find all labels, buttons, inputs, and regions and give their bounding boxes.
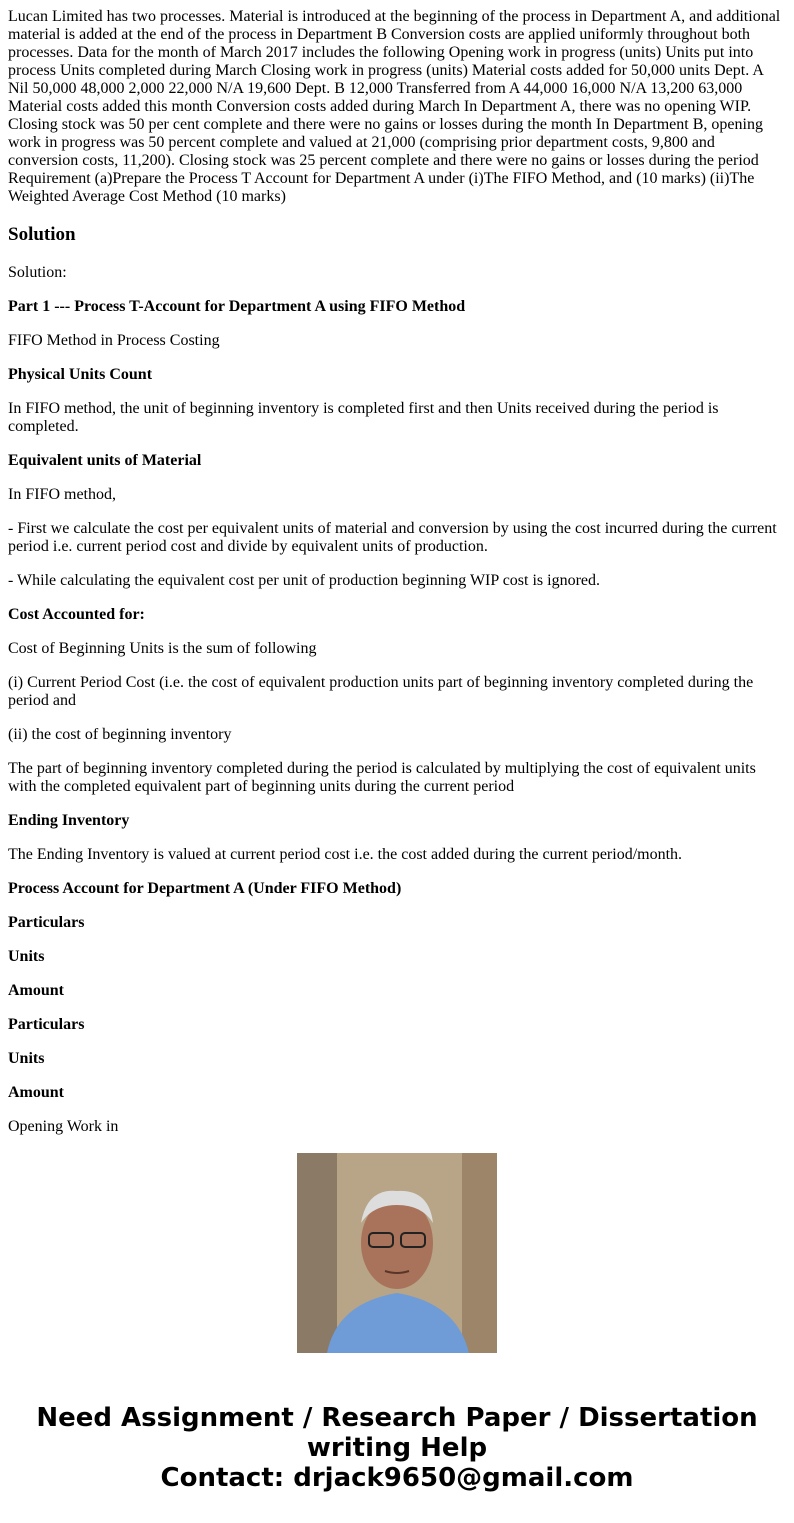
section-heading: Particulars — [8, 914, 85, 931]
paragraph: The Ending Inventory is valued at current period cost i.e. the cost added during the current period/month. — [8, 846, 683, 863]
promo-line: Need Assignment / Research Paper / Dissertation writing Help — [36, 1403, 758, 1463]
paragraph: - First we calculate the cost per equivalent units of material and conversion by using the cost incurred during the current period i.e. current period cost and divide by equivalent units of production. — [8, 520, 777, 555]
section-heading: Physical Units Count — [8, 366, 153, 383]
paragraph: Opening Work in — [8, 1118, 119, 1135]
section-heading: Amount — [8, 982, 65, 999]
section-heading: Particulars — [8, 1016, 85, 1033]
section-heading: Part 1 --- Process T-Account for Department A using FIFO Method — [8, 298, 466, 315]
paragraph: In FIFO method, the unit of beginning inventory is completed first and then Units received during the period is completed. — [8, 400, 719, 435]
section-heading: Units — [8, 1050, 45, 1067]
section-heading: Amount — [8, 1084, 65, 1101]
paragraph: (ii) the cost of beginning inventory — [8, 726, 232, 743]
section-heading: Process Account for Department A (Under FIFO Method) — [8, 880, 402, 897]
paragraph: (i) Current Period Cost (i.e. the cost of equivalent production units part of beginning inventory completed during the period and — [8, 674, 754, 709]
section-heading: Units — [8, 948, 45, 965]
paragraph: In FIFO method, — [8, 486, 116, 503]
person-photo-icon — [297, 1153, 497, 1353]
paragraph: Cost of Beginning Units is the sum of following — [8, 640, 317, 657]
paragraph: - While calculating the equivalent cost per unit of production beginning WIP cost is ignored. — [8, 572, 601, 589]
solution-heading: Solution — [8, 224, 76, 245]
paragraph: The part of beginning inventory completed during the period is calculated by multiplying the cost of equivalent units with the completed equivalent part of beginning units during the current period — [8, 760, 756, 795]
document-content — [8, 8, 784, 1135]
question-text: Lucan Limited has two processes. Material is introduced at the beginning of the process in Department A, and additional material is added at the end of the process in Department B Conversion costs are applied uniformly throughout both processes. Data for the month of March 2017 includes the following Opening work in progress (units) Units put into process Units completed during March Closing work in progress (units) Material costs added for 50,000 units Dept. A Nil 50,000 48,000 2,000 22,000 N/A 19,600 Dept. B 12,000 Transferred from A 44,000 16,000 N/A 13,200 63,000 Material costs added this month Conversion costs added during March In Department A, there was no opening WIP. Closing stock was 50 per cent complete and there were no gains or losses during the month In Department B, opening work in progress was 50 percent complete and valued at 21,000 (comprising prior department costs, 9,800 and conversion costs, 11,200). Closing stock was 25 percent complete and there were no gains or losses during the period Requirement (a)Prepare the Process T Account for Department A under (i)The FIFO Method, and (10 marks) (ii)The Weighted Average Cost Method (10 marks) — [8, 8, 781, 205]
paragraph: FIFO Method in Process Costing — [8, 332, 220, 349]
section-heading: Cost Accounted for: — [8, 606, 145, 623]
section-heading: Equivalent units of Material — [8, 452, 202, 469]
paragraph: Solution: — [8, 264, 67, 281]
section-heading: Ending Inventory — [8, 812, 130, 829]
promo-footer — [0, 1403, 794, 1493]
solution-body — [8, 264, 784, 1136]
author-photo — [297, 1153, 497, 1353]
contact-line: Contact: drjack9650@gmail.com — [160, 1463, 634, 1493]
